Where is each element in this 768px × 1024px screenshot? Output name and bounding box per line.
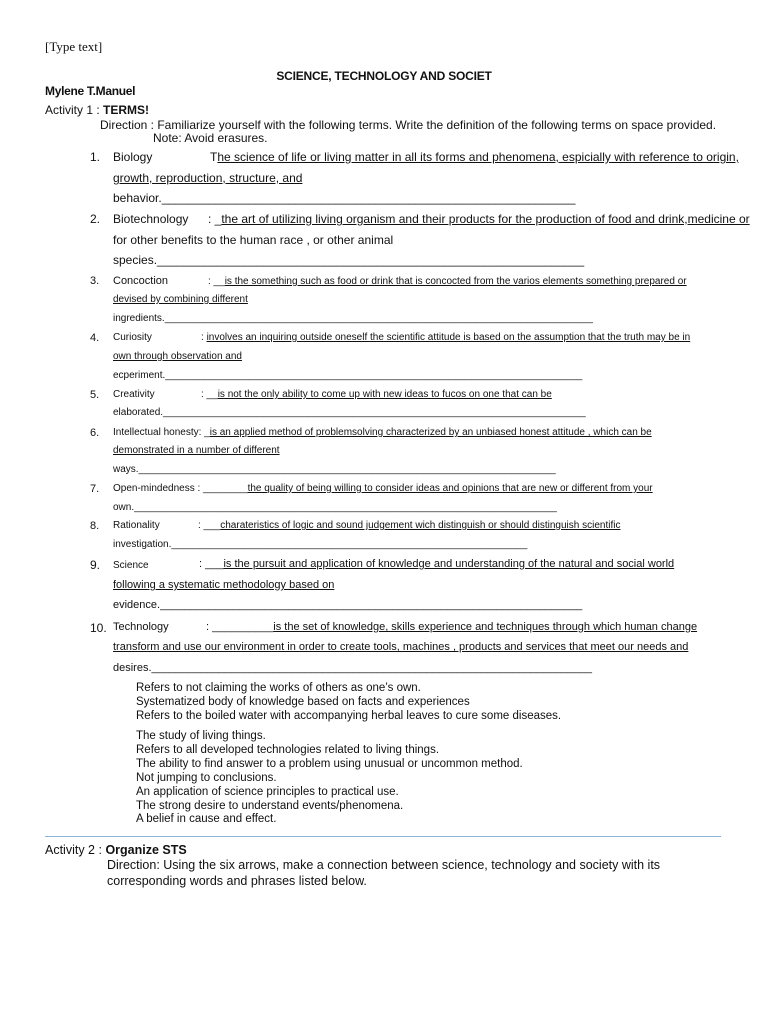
term-separator: : [201,332,207,343]
term-definition-line: own.____________________________________________________________________________ [113,502,557,513]
term-name: Intellectual honesty: [113,427,202,438]
statement-item: The study of living things. [136,730,266,742]
statement-item: Not jumping to conclusions. [136,772,277,784]
term-separator: : __ [208,276,225,287]
term-definition-line: demonstrated in a number of different [113,445,280,456]
term-number: 9. [90,558,101,572]
author-name: Mylene T.Manuel [45,84,136,98]
term-definition-line: own through observation and [113,351,242,362]
activity-2-name: Organize STS [105,843,187,857]
definition-text: charateristics of logic and sound judgement wich distinguish or should distinguish scientific [220,520,621,531]
statement-item: Refers to all developed technologies related to living things. [136,744,440,756]
term-definition-line [210,150,739,164]
term-number: 5. [90,389,100,401]
definition-text: the art of utilizing living organism and their products for the production of food and drink,medicine or [221,212,750,226]
term-name: Creativity [113,389,155,400]
statement-item: Refers to the boiled water with accompanying herbal leaves to cure some diseases. [136,710,562,722]
activity-2-direction: corresponding words and phrases listed below. [107,874,367,888]
term-name: Open-mindedness : [113,483,201,494]
statement-item: The strong desire to understand events/phenomena. [136,800,404,812]
term-number: 10. [90,621,107,635]
term-separator: : __________ [206,621,274,633]
activity-2-heading [45,843,187,857]
term-separator: : ___ [198,520,221,531]
term-definition-line: desires.________________________________________________________________________ [113,662,592,674]
activity-2-label: Activity 2 : [45,843,106,857]
term-definition-line: evidence._____________________________________________________________________ [113,599,583,611]
term-definition-line: ecperiment.___________________________________________________________________________ [113,370,583,381]
activity-1-name: TERMS! [103,103,150,117]
term-definition-line [113,427,652,438]
definition-text: is not the only ability to come up with new ideas to fucos on one that can be [217,389,552,400]
definition-text: the quality of being willing to consider ideas and opinions that are new or different from your [247,483,653,494]
term-separator: : _ [208,212,222,226]
term-separator: : ___ [199,558,224,570]
definition-text: is the something such as food or drink that is concocted from the varios elements something prepared or [224,276,687,287]
term-separator: : __ [201,389,218,400]
term-name: Science [113,560,149,571]
term-definition-line: devised by combining different [113,294,248,305]
section-divider [45,836,721,837]
term-definition-line [208,212,750,226]
term-separator: T [210,150,218,164]
statement-item: Refers to not claiming the works of others as one’s own. [136,682,421,694]
activity-1-label: Activity 1 : [45,103,104,117]
activity-1-heading [45,103,149,117]
statement-item: The ability to find answer to a problem using unusual or uncommon method. [136,758,523,770]
term-number: 8. [90,520,100,532]
term-definition-line [198,520,620,531]
term-name: Biotechnology [113,212,189,226]
definition-text: involves an inquiring outside oneself the scientific attitude is based on the assumption that the truth may be in [206,332,691,343]
term-definition-line: investigation.________________________________________________________________ [113,539,528,550]
activity-1-note: Note: Avoid erasures. [153,131,268,145]
header-placeholder: [Type text] [45,39,103,54]
activity-1-direction: Direction : Familiarize yourself with the following terms. Write the definition of the following terms on space provided. [100,118,717,132]
definition-text: is an applied method of problemsolving characterized by an unbiased honest attitude , which can be [209,427,652,438]
definition-text: is the set of knowledge, skills experience and techniques through which human change [273,621,698,633]
term-number: 6. [90,427,100,439]
page-title: SCIENCE, TECHNOLOGY AND SOCIET [276,69,492,83]
definition-text: is the pursuit and application of knowledge and understanding of the natural and social world [223,558,675,570]
term-definition-line: species.________________________________________________________________ [113,253,585,267]
term-separator: _ [201,427,210,438]
term-separator: ________ [200,483,248,494]
statement-item: Systematized body of knowledge based on facts and experiences [136,696,470,708]
term-definition-line: ingredients._____________________________________________________________________________ [113,313,593,324]
term-definition-line: for other benefits to the human race , or other animal [113,233,394,247]
term-definition-line: growth, reproduction, structure, and [113,171,303,185]
term-definition-line: elaborated.____________________________________________________________________________ [113,407,586,418]
term-name: Biology [113,150,153,164]
term-definition-line: transform and use our environment in order to create tools, machines , products and services that meet our needs and [113,641,689,653]
term-definition-line [199,558,674,570]
term-number: 4. [90,332,100,344]
term-name: Rationality [113,520,160,531]
definition-text: he science of life or living matter in all its forms and phenomena, espicially with reference to origin, [217,150,739,164]
statement-item: A belief in cause and effect. [136,813,277,825]
term-number: 3. [90,275,100,287]
term-definition-line [201,389,552,400]
term-definition-line: behavior.______________________________________________________________ [113,191,576,205]
term-definition-line: ways.___________________________________________________________________________ [113,464,556,475]
term-name: Concoction [113,275,169,287]
term-number: 2. [90,212,101,226]
term-definition-line [208,276,687,287]
term-definition-line [113,483,653,494]
activity-2-direction: Direction: Using the six arrows, make a connection between science, technology and society with its [107,858,661,872]
term-definition-line [206,621,697,633]
term-name: Curiosity [113,332,152,343]
term-definition-line [201,332,690,343]
term-definition-line: following a systematic methodology based on [113,579,335,591]
statement-item: An application of science principles to practical use. [136,786,399,798]
term-name: Technology [113,621,169,633]
term-number: 7. [90,483,100,495]
term-number: 1. [90,150,101,164]
